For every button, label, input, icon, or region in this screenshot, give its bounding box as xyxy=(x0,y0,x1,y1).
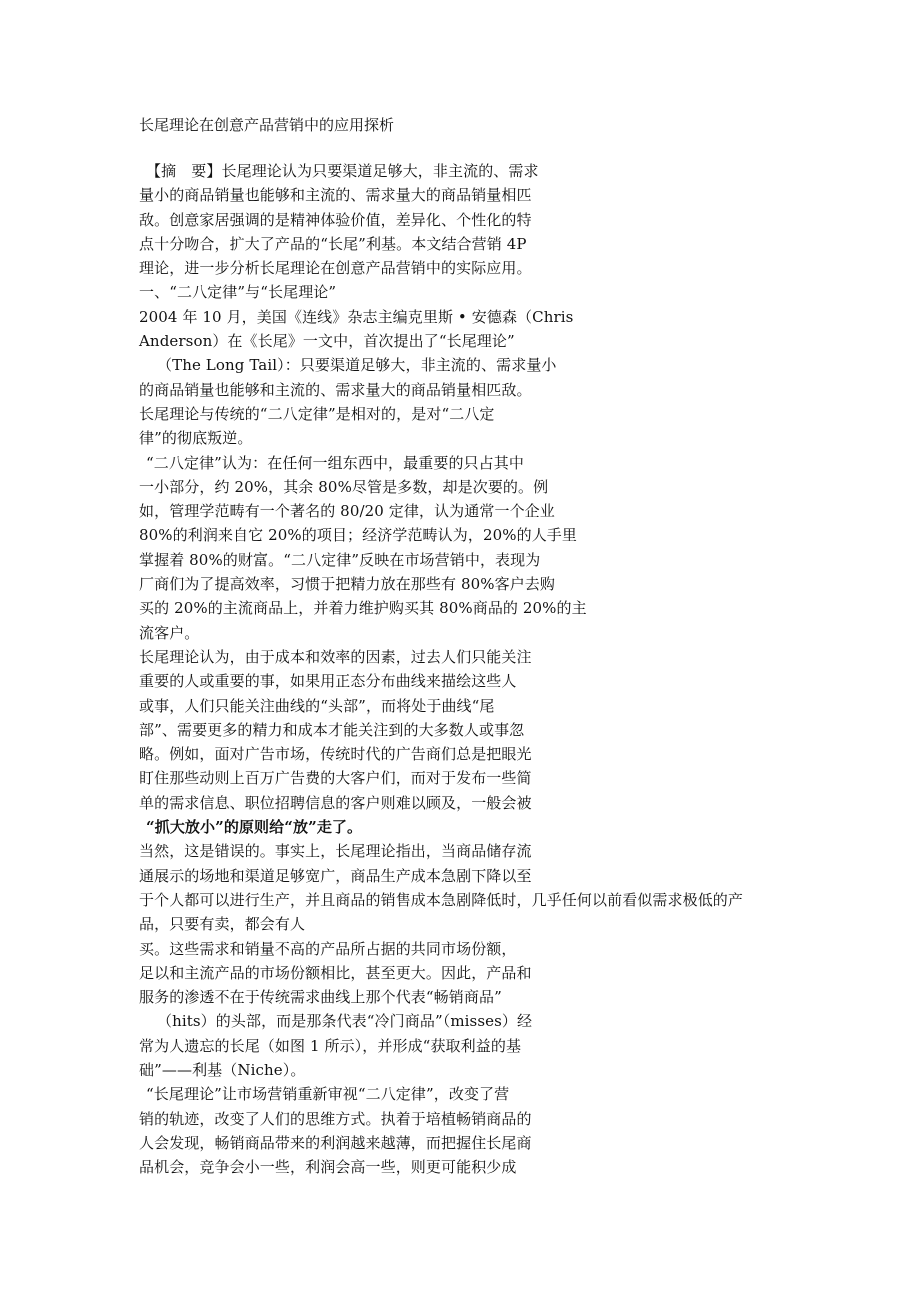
text-line: 常为人遗忘的长尾（如图 1 所示），并形成“获取利益的基 xyxy=(139,1036,522,1055)
text-line: 长尾理论认为，由于成本和效率的因素，过去人们只能关注 xyxy=(139,647,532,666)
text-line: 长尾理论与传统的“二八定律”是相对的，是对“二八定 xyxy=(139,404,495,423)
text-line: 一小部分，约 20%，其余 80%尽管是多数，却是次要的。例 xyxy=(139,477,549,496)
text-line: “二八定律”认为：在任何一组东西中，最重要的只占其中 xyxy=(146,453,524,472)
text-line: “长尾理论”让市场营销重新审视“二八定律”，改变了营 xyxy=(146,1085,510,1104)
text-line: 理论，进一步分析长尾理论在创意产品营销中的实际应用。 xyxy=(139,259,532,278)
text-line: 销的轨迹，改变了人们的思维方式。执着于培植畅销商品的 xyxy=(139,1109,532,1128)
text-line: 单的需求信息、职位招聘信息的客户则难以顾及，一般会被 xyxy=(139,793,532,812)
text-line: 2004 年 10 月，美国《连线》杂志主编克里斯 • 安德森（Chris xyxy=(139,307,574,326)
text-line: 当然，这是错误的。事实上，长尾理论指出，当商品储存流 xyxy=(139,842,532,861)
text-line: 足以和主流产品的市场份额相比，甚至更大。因此，产品和 xyxy=(139,963,532,982)
text-line: 【摘 要】长尾理论认为只要渠道足够大，非主流的、需求 xyxy=(146,162,539,180)
text-line: 人会发现，畅销商品带来的利润越来越薄，而把握住长尾商 xyxy=(139,1133,532,1152)
text-line: 买。这些需求和销量不高的产品所占据的共同市场份额， xyxy=(139,939,517,958)
text-line: 服务的渗透不在于传统需求曲线上那个代表“畅销商品” xyxy=(139,988,502,1007)
text-line: 流客户。 xyxy=(139,623,200,642)
text-line: 础”——利基（Niche）。 xyxy=(139,1060,306,1079)
text-line: 80%的利润来自它 20%的项目；经济学范畴认为，20%的人手里 xyxy=(139,526,577,545)
document-body xyxy=(139,159,799,1179)
text-line: 一、“二八定律”与“长尾理论” xyxy=(139,283,337,302)
text-line: 买的 20%的主流商品上，并着力维护购买其 80%商品的 20%的主 xyxy=(139,599,587,618)
text-line: 于个人都可以进行生产，并且商品的销售成本急剧降低时，几乎任何以前看似需求极低的产 xyxy=(139,890,744,909)
text-line: Anderson）在《长尾》一文中，首次提出了“长尾理论” xyxy=(139,332,515,351)
text-line: 律”的彻底叛逆。 xyxy=(139,429,253,448)
text-line: 量小的商品销量也能够和主流的、需求量大的商品销量相匹 xyxy=(139,186,532,205)
text-line: （The Long Tail）：只要渠道足够大，非主流的、需求量小 xyxy=(157,356,557,375)
text-line: 如，管理学范畴有一个著名的 80/20 定律，认为通常一个企业 xyxy=(139,502,555,521)
text-line: “抓大放小”的原则给“放”走了。 xyxy=(146,818,363,837)
text-line: 通展示的场地和渠道足够宽广，商品生产成本急剧下降以至 xyxy=(139,866,532,885)
text-line: 品机会，竞争会小一些，利润会高一些，则更可能积少成 xyxy=(139,1158,517,1177)
text-line: 点十分吻合，扩大了产品的“长尾”利基。本文结合营销 4P xyxy=(139,234,527,253)
text-line: 略。例如，面对广告市场，传统时代的广告商们总是把眼光 xyxy=(139,745,532,764)
document-title: 长尾理论在创意产品营销中的应用探析 xyxy=(139,116,395,134)
text-line: （hits）的头部，而是那条代表“冷门商品”（misses）经 xyxy=(157,1012,533,1031)
text-line: 重要的人或重要的事，如果用正态分布曲线来描绘这些人 xyxy=(139,672,517,691)
text-line: 盯住那些动则上百万广告费的大客户们，而对于发布一些简 xyxy=(139,769,532,788)
text-line: 敌。创意家居强调的是精神体验价值，差异化、个性化的特 xyxy=(139,210,532,229)
text-line: 厂商们为了提高效率，习惯于把精力放在那些有 80%客户去购 xyxy=(139,575,556,594)
text-line: 品，只要有卖，都会有人 xyxy=(139,915,306,934)
text-line: 掌握着 80%的财富。“二八定律”反映在市场营销中，表现为 xyxy=(139,550,541,569)
text-line: 部”、需要更多的精力和成本才能关注到的大多数人或事忽 xyxy=(139,720,525,739)
text-line: 或事，人们只能关注曲线的“头部”，而将处于曲线“尾 xyxy=(139,696,495,715)
text-line: 的商品销量也能够和主流的、需求量大的商品销量相匹敌。 xyxy=(139,380,532,399)
